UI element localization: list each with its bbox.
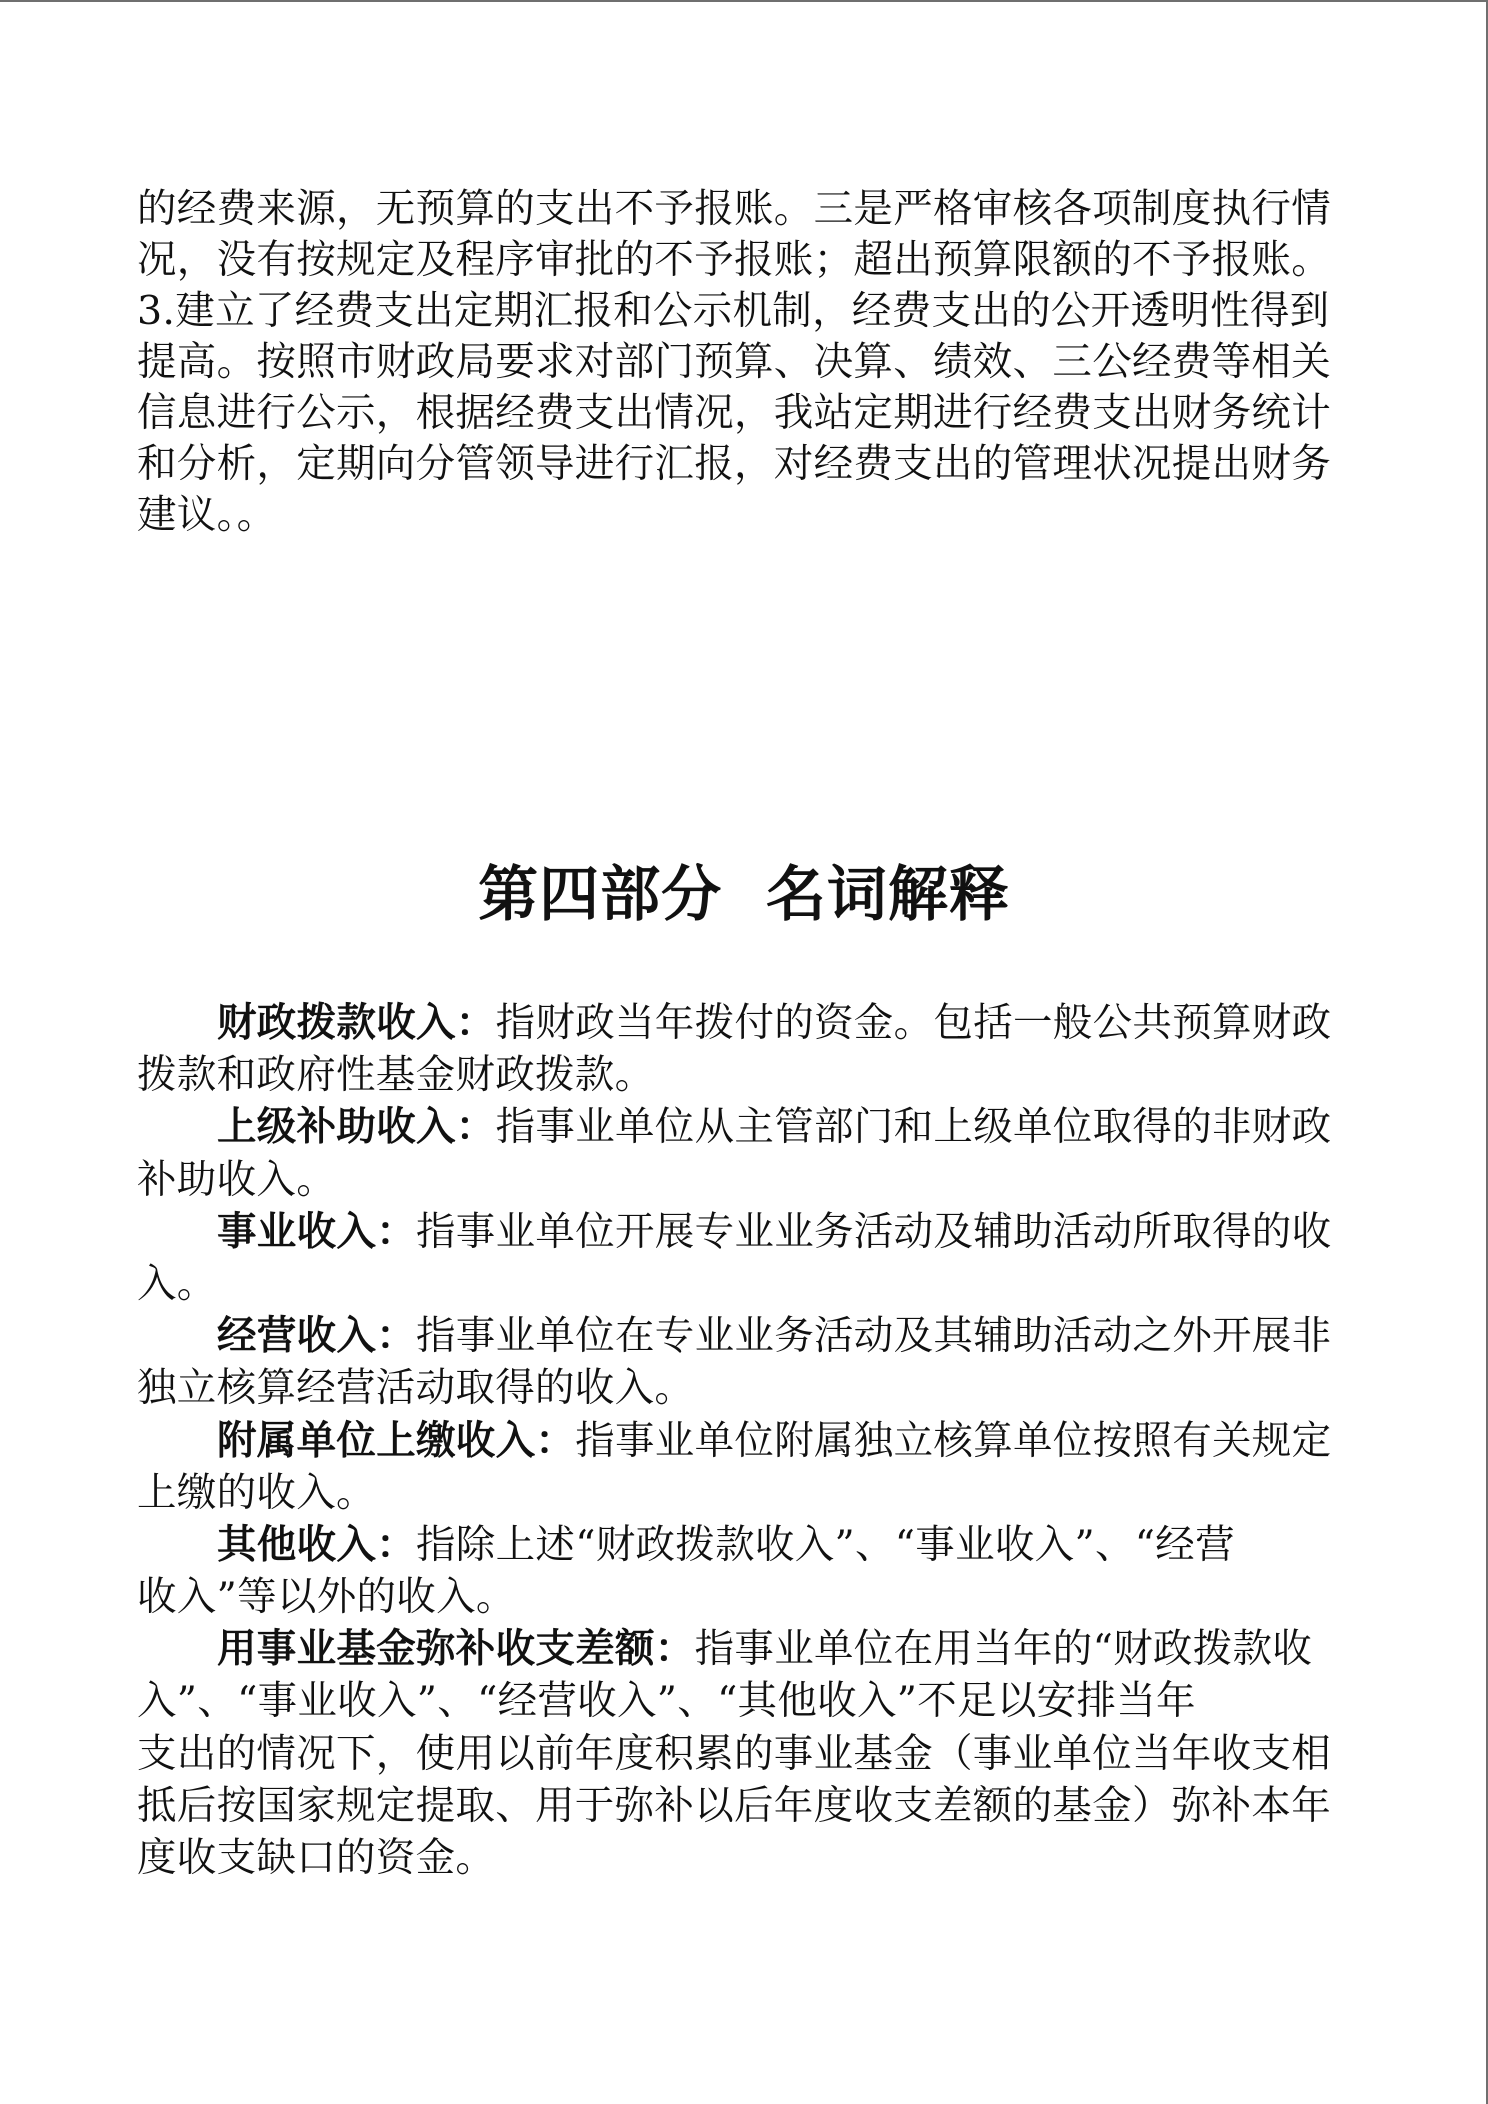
definition-term: 经营收入： [217, 1313, 416, 1360]
definition-text: 指事业单位开展专业业务活动及辅助活动所取得的收 [416, 1208, 1332, 1255]
definition-term: 用事业基金弥补收支差额： [217, 1626, 695, 1673]
definition-term: 附属单位上缴收入： [217, 1417, 576, 1464]
definition-line: 独立核算经营活动取得的收入。 [137, 1365, 695, 1412]
definition-text: 指事业单位在专业业务活动及其辅助活动之外开展非 [416, 1313, 1332, 1360]
definition-line: 支出的情况下，使用以前年度积累的事业基金（事业单位当年收支相 [137, 1730, 1331, 1777]
definition-line: 度收支缺口的资金。 [137, 1835, 496, 1881]
definition-line: 收入”等以外的收入。 [137, 1574, 516, 1621]
intro-line: 况，没有按规定及程序审批的不予报账；超出预算限额的不予报账。 [137, 237, 1331, 283]
definition-term: 上级补助收入： [217, 1104, 496, 1151]
section-title: 第四部分 名词解释 [478, 860, 1010, 930]
definition-text: 指事业单位在用当年的“财政拨款收 [694, 1626, 1313, 1673]
intro-line: 建议。。 [137, 492, 277, 538]
definition-first-line [137, 1206, 1337, 1258]
definition-first-line [137, 1623, 1337, 1675]
intro-paragraph [137, 184, 1337, 541]
definition-text: 指除上述“财政拨款收入”、“事业收入”、“经营 [416, 1521, 1235, 1568]
definition-first-line [137, 997, 1337, 1049]
page-top-border [0, 0, 1488, 2]
definition-term: 财政拨款收入： [217, 1000, 496, 1046]
definition-first-line [137, 1519, 1337, 1571]
definition-line: 补助收入。 [137, 1156, 336, 1203]
intro-line: 提高。按照市财政局要求对部门预算、决算、绩效、三公经费等相关 [137, 339, 1331, 385]
intro-line: 3.建立了经费支出定期汇报和公示机制，经费支出的公开透明性得到 [137, 288, 1330, 334]
definition-first-line [137, 1101, 1337, 1153]
definition-term: 其他收入： [217, 1521, 416, 1568]
definition-term: 事业收入： [217, 1208, 416, 1255]
intro-line: 的经费来源，无预算的支出不予报账。三是严格审核各项制度执行情 [137, 186, 1331, 232]
definition-text: 指事业单位附属独立核算单位按照有关规定 [575, 1417, 1332, 1464]
definition-first-line [137, 1415, 1337, 1467]
definition-text: 指事业单位从主管部门和上级单位取得的非财政 [495, 1104, 1332, 1151]
definition-line: 上缴的收入。 [137, 1469, 376, 1516]
definition-text: 指财政当年拨付的资金。包括一般公共预算财政 [495, 1000, 1332, 1046]
intro-line: 信息进行公示，根据经费支出情况，我站定期进行经费支出财务统计 [137, 390, 1331, 436]
definitions-list [137, 997, 1337, 1884]
definition-line: 入。 [137, 1260, 217, 1307]
definition-first-line [137, 1310, 1337, 1362]
definition-line: 抵后按国家规定提取、用于弥补以后年度收支差额的基金）弥补本年 [137, 1782, 1331, 1829]
definition-line: 入”、“事业收入”、“经营收入”、“其他收入”不足以安排当年 [137, 1678, 1196, 1725]
definition-line: 拨款和政府性基金财政拨款。 [137, 1052, 655, 1099]
intro-line: 和分析，定期向分管领导进行汇报，对经费支出的管理状况提出财务 [137, 441, 1331, 487]
